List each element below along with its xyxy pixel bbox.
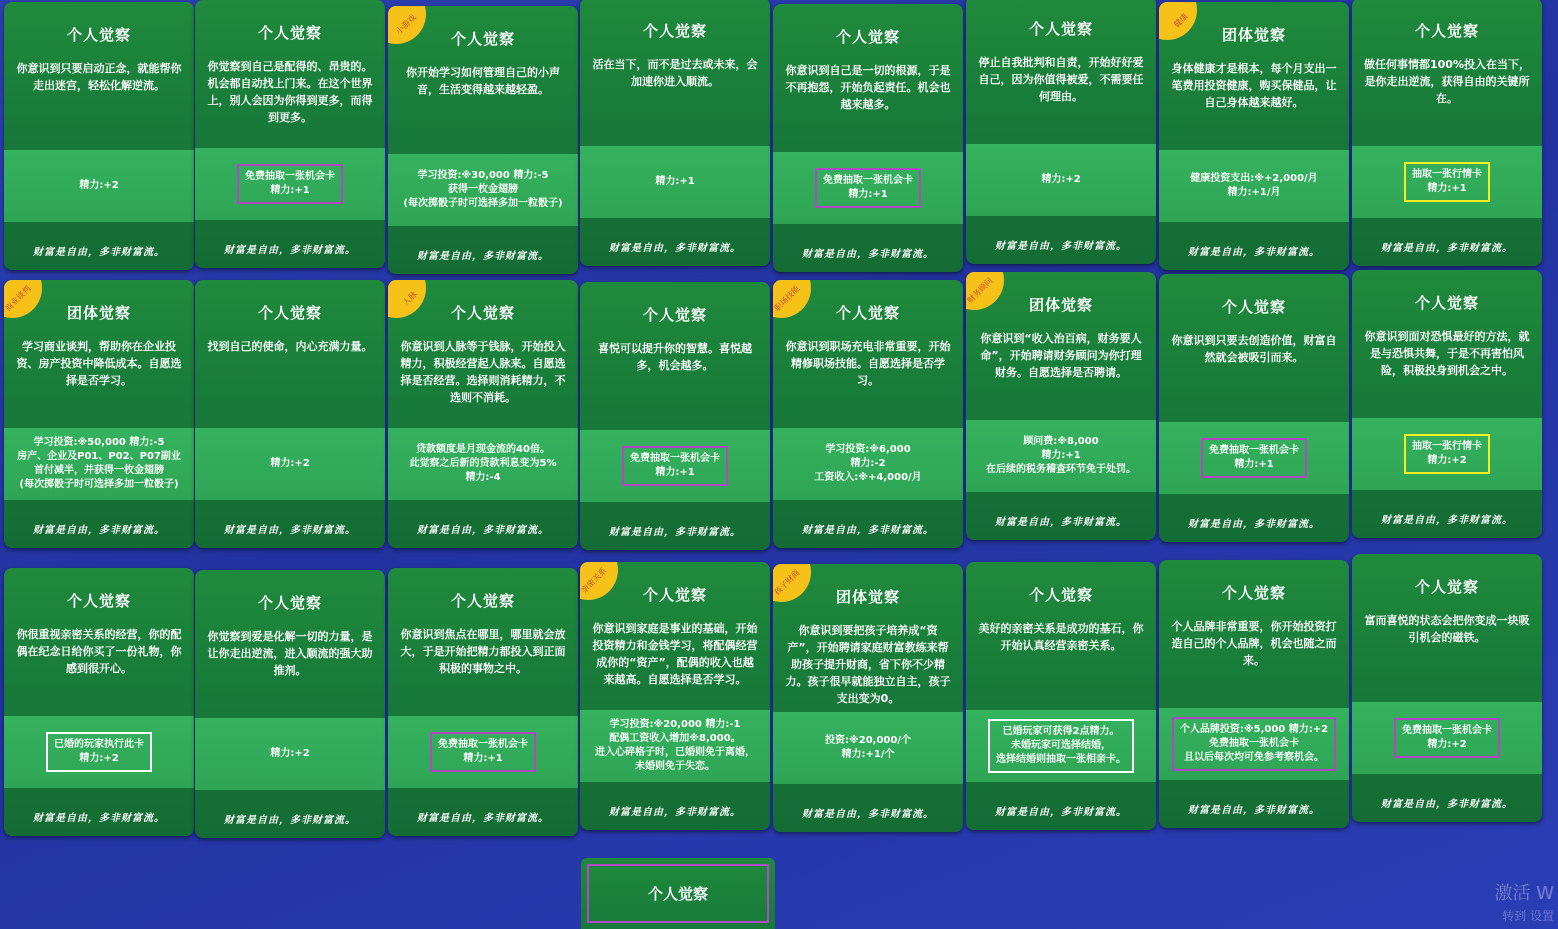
card-footer-slogan: 财富是自由，多非财富流。 — [609, 527, 741, 538]
card-effect: 精力:+2 — [1041, 174, 1081, 185]
card-title: 个人觉察 — [1414, 22, 1479, 40]
card-effect-band — [966, 144, 1156, 216]
card-title: 团体觉察 — [1221, 26, 1286, 44]
awareness-card — [1352, 270, 1542, 538]
card-effect: 免费抽取一张机会卡 精力:+1 — [237, 164, 343, 204]
card-effect-band — [1352, 418, 1542, 490]
card-footer-slogan: 财富是自由，多非财富流。 — [33, 525, 165, 536]
card-description: 停止自我批判和自责，开始好好爱自己，因为你值得被爱，不需要任何理由。 — [978, 56, 1144, 103]
card-effect: 个人品牌投资:※5,000 精力:+2 免费抽取一张机会卡 且以后每次均可免参考察机会。 — [1172, 717, 1336, 771]
card-description: 你意识到家庭是事业的基础，开始投资精力和金钱学习，将配偶经营成你的“资产”，配偶的收入也越来越高。自愿选择是否学习。 — [592, 622, 758, 686]
card-title: 个人觉察 — [642, 586, 707, 604]
card-description: 你开始学习如何管理自己的小声音，生活变得越来越轻盈。 — [406, 66, 560, 96]
awareness-card — [773, 4, 963, 272]
card-description: 你意识到职场充电非常重要，开始精修职场技能。自愿选择是否学习。 — [785, 340, 951, 387]
card-effect-band — [388, 716, 578, 788]
card-footer-slogan: 财富是自由，多非财富流。 — [33, 247, 165, 258]
awareness-card — [4, 280, 194, 548]
card-effect: 精力:+1 — [655, 176, 695, 187]
card-tag-label: 亲密关系 — [580, 566, 609, 595]
card-effect-band — [966, 420, 1156, 492]
awareness-card — [4, 568, 194, 836]
awareness-card — [1159, 2, 1349, 270]
card-description: 你意识到只要启动正念，就能帮你走出迷宫，轻松化解逆流。 — [16, 62, 182, 92]
card-effect: 已婚玩家可获得2点精力。 未婚玩家可选择结婚， 选择结婚则抽取一张相亲卡。 — [988, 719, 1134, 773]
card-footer-slogan: 财富是自由，多非财富流。 — [802, 249, 934, 260]
card-footer-slogan: 财富是自由，多非财富流。 — [609, 243, 741, 254]
card-tag-label: 小游戏 — [394, 12, 418, 37]
awareness-card — [966, 0, 1156, 264]
card-description: 你意识到“收入治百病，财务要人命”，开始聘请财务顾问为你打理财务。自愿选择是否聘请。 — [980, 332, 1142, 379]
card-effect: 抽取一张行情卡 精力:+2 — [1404, 434, 1490, 474]
card-effect: 顾问费:※8,000 精力:+1 在后续的税务稽查环节免于处罚。 — [986, 436, 1136, 475]
card-footer-slogan: 财富是自由，多非财富流。 — [224, 525, 356, 536]
card-title: 个人觉察 — [835, 28, 900, 46]
card-tag-label: 健康 — [1172, 11, 1190, 30]
card-description: 你意识到人脉等于钱脉，开始投入精力，积极经营起人脉来。自愿选择是否经营。选择则消耗精力，不选则不消耗。 — [400, 340, 566, 404]
awareness-card — [388, 568, 578, 836]
card-effect-band — [4, 428, 194, 500]
card-title: 团体觉察 — [835, 588, 900, 606]
card-tag-label: 商业谈判 — [4, 284, 33, 313]
card-title: 个人觉察 — [1414, 294, 1479, 312]
card-footer-slogan: 财富是自由，多非财富流。 — [1381, 799, 1513, 810]
card-effect-band — [4, 150, 194, 222]
card-effect-band — [195, 718, 385, 790]
awareness-card — [4, 2, 194, 270]
card-footer-slogan: 财富是自由，多非财富流。 — [417, 251, 549, 262]
card-title: 个人觉察 — [1414, 578, 1479, 596]
awareness-card — [773, 564, 963, 832]
watermark-line1: 激活 W — [1494, 883, 1554, 904]
card-effect-band — [195, 148, 385, 220]
card-title: 个人觉察 — [257, 594, 322, 612]
card-title: 个人觉察 — [1221, 298, 1286, 316]
card-title: 团体觉察 — [66, 304, 131, 322]
card-effect-band — [1352, 146, 1542, 218]
card-effect: 投资:※20,000/个 精力:+1/个 — [825, 735, 911, 760]
card-footer-slogan: 财富是自由，多非财富流。 — [1188, 519, 1320, 530]
awareness-card — [1159, 274, 1349, 542]
card-footer-slogan: 财富是自由，多非财富流。 — [1188, 247, 1320, 258]
card-title: 个人觉察 — [66, 592, 131, 610]
card-footer-slogan: 财富是自由，多非财富流。 — [995, 807, 1127, 818]
card-footer-slogan: 财富是自由，多非财富流。 — [802, 809, 934, 820]
card-tag-label: 人脉 — [401, 289, 419, 308]
card-effect-band — [195, 428, 385, 500]
card-title: 个人觉察 — [450, 30, 515, 48]
card-footer-slogan: 财富是自由，多非财富流。 — [224, 245, 356, 256]
awareness-card — [966, 272, 1156, 540]
card-footer-slogan: 财富是自由，多非财富流。 — [1381, 243, 1513, 254]
awareness-card — [580, 562, 770, 830]
card-effect: 学习投资:※30,000 精力:-5 获得一枚金翅膀 (每次掷骰子时可选择多加一粒骰子) — [403, 170, 563, 209]
awareness-card — [1352, 554, 1542, 822]
card-effect: 健康投资支出:※+2,000/月 精力:+1/月 — [1190, 173, 1318, 198]
card-description: 活在当下，而不是过去或未来，会加速你进入顺流。 — [592, 58, 758, 88]
card-description: 你很重视亲密关系的经营，你的配偶在纪念日给你买了一份礼物，你感到很开心。 — [16, 628, 182, 675]
card-effect-band — [773, 712, 963, 784]
card-description: 富而喜悦的状态会把你变成一块吸引机会的磁铁。 — [1364, 614, 1530, 644]
card-description: 你意识到要把孩子培养成“资产”，开始聘请家庭财富教练来帮助孩子提升财商，省下你不少精力。孩子很早就能独立自主，孩子支出变为0。 — [785, 624, 951, 705]
card-title: 个人觉察 — [642, 22, 707, 40]
awareness-card — [1159, 560, 1349, 828]
card-effect-band — [1159, 422, 1349, 494]
card-title: 个人觉察 — [1028, 20, 1093, 38]
card-title: 个人觉察 — [835, 304, 900, 322]
card-effect: 精力:+2 — [79, 180, 119, 191]
card-effect-band — [4, 716, 194, 788]
card-description: 身体健康才是根本，每个月支出一笔费用投资健康，购买保健品，让自己身体越来越好。 — [1171, 62, 1337, 109]
card-description: 你意识到自己是一切的根源，于是不再抱怨，开始负起责任。机会也越来越多。 — [785, 64, 951, 111]
partial-card-bottom — [581, 858, 775, 929]
awareness-card — [580, 282, 770, 550]
card-description: 学习商业谈判，帮助你在企业投资、房产投资中降低成本。自愿选择是否学习。 — [16, 340, 182, 387]
card-tag-label: 职场技能 — [773, 284, 802, 313]
card-effect-band — [1352, 702, 1542, 774]
card-effect: 精力:+2 — [270, 458, 310, 469]
card-effect: 精力:+2 — [270, 748, 310, 759]
card-effect-band — [580, 710, 770, 782]
card-footer-slogan: 财富是自由，多非财富流。 — [417, 525, 549, 536]
watermark-line2: 转到 设置 — [1502, 909, 1554, 923]
awareness-card — [388, 6, 578, 274]
card-effect: 免费抽取一张机会卡 精力:+2 — [1394, 718, 1500, 758]
card-effect-band — [966, 710, 1156, 782]
card-effect: 免费抽取一张机会卡 精力:+1 — [815, 168, 921, 208]
card-footer-slogan: 财富是自由，多非财富流。 — [33, 813, 165, 824]
card-footer-slogan: 财富是自由，多非财富流。 — [1381, 515, 1513, 526]
card-title: 个人觉察 — [1221, 584, 1286, 602]
card-footer-slogan: 财富是自由，多非财富流。 — [995, 241, 1127, 252]
card-effect: 学习投资:※20,000 精力:-1 配偶工资收入增加※8,000。 进入心碎格子时，已婚则免于离婚，未婚则免于失恋。 — [595, 719, 755, 772]
card-effect: 抽取一张行情卡 精力:+1 — [1404, 162, 1490, 202]
card-description: 你意识到焦点在哪里，哪里就会放大，于是开始把精力都投入到正面积极的事物之中。 — [400, 628, 566, 675]
card-footer-slogan: 财富是自由，多非财富流。 — [995, 517, 1127, 528]
card-footer-slogan: 财富是自由，多非财富流。 — [1188, 805, 1320, 816]
card-description: 做任何事情都100%投入在当下，是你走出逆流，获得自由的关键所在。 — [1364, 58, 1530, 105]
card-title: 个人觉察 — [1028, 586, 1093, 604]
awareness-card — [966, 562, 1156, 830]
card-effect-band — [580, 146, 770, 218]
card-effect: 已婚的玩家执行此卡 精力:+2 — [46, 732, 152, 772]
card-title: 个人觉察 — [642, 306, 707, 324]
card-footer-slogan: 财富是自由，多非财富流。 — [609, 807, 741, 818]
card-description: 个人品牌非常重要，你开始投资打造自己的个人品牌，机会也随之而来。 — [1171, 620, 1337, 667]
card-title: 个人觉察 — [450, 592, 515, 610]
card-description: 你觉察到自己是配得的、昂贵的。机会都自动找上门来。在这个世界上，别人会因为你得到更多，而得到更多。 — [207, 60, 373, 124]
card-description: 你觉察到爱是化解一切的力量，是让你走出逆流，进入顺流的强大助推剂。 — [207, 630, 373, 677]
card-effect-band — [580, 430, 770, 502]
activation-watermark — [1494, 883, 1554, 927]
card-description: 找到自己的使命，内心充满力量。 — [207, 340, 373, 353]
card-footer-slogan: 财富是自由，多非财富流。 — [224, 815, 356, 826]
card-tag-label: 孩子财商 — [773, 568, 802, 597]
card-title: 个人觉察 — [257, 304, 322, 322]
card-effect: 免费抽取一张机会卡 精力:+1 — [430, 732, 536, 772]
card-effect-band — [773, 152, 963, 224]
card-title: 个人觉察 — [66, 26, 131, 44]
card-footer-slogan: 财富是自由，多非财富流。 — [417, 813, 549, 824]
awareness-card — [388, 280, 578, 548]
awareness-card — [195, 280, 385, 548]
card-effect: 免费抽取一张机会卡 精力:+1 — [622, 446, 728, 486]
card-description: 喜悦可以提升你的智慧。喜悦越多，机会越多。 — [598, 342, 752, 372]
card-effect: 免费抽取一张机会卡 精力:+1 — [1201, 438, 1307, 478]
card-description: 美好的亲密关系是成功的基石，你开始认真经营亲密关系。 — [978, 622, 1144, 652]
card-title: 个人觉察 — [257, 24, 322, 42]
card-effect-band — [388, 428, 578, 500]
awareness-card — [1352, 0, 1542, 266]
card-title: 团体觉察 — [1028, 296, 1093, 314]
card-effect-band — [773, 428, 963, 500]
bottom-card-title: 个人觉察 — [587, 864, 769, 923]
card-title: 个人觉察 — [450, 304, 515, 322]
awareness-card — [195, 0, 385, 268]
awareness-card — [773, 280, 963, 548]
card-effect: 学习投资:※50,000 精力:-5 房产、企业及P01、P02、P07副业首付减半，并获得一枚金翅膀 (每次掷骰子时可选择多加一粒骰子) — [17, 437, 181, 490]
card-effect-band — [1159, 708, 1349, 780]
awareness-card — [195, 570, 385, 838]
card-effect-band — [1159, 150, 1349, 222]
card-effect: 贷款额度是月现金流的40倍。 此觉察之后新的贷款利息变为5% 精力:-4 — [409, 444, 557, 483]
card-effect-band — [388, 154, 578, 226]
card-tag-label: 财务顾问 — [966, 276, 995, 305]
awareness-card — [580, 0, 770, 266]
card-footer-slogan: 财富是自由，多非财富流。 — [802, 525, 934, 536]
card-description: 你意识到只要去创造价值，财富自然就会被吸引而来。 — [1171, 334, 1337, 364]
card-effect: 学习投资:※6,000 精力:-2 工资收入:※+4,000/月 — [814, 444, 922, 483]
card-description: 你意识到面对恐惧最好的方法，就是与恐惧共舞，于是不再害怕风险，积极投身到机会之中。 — [1364, 330, 1530, 377]
